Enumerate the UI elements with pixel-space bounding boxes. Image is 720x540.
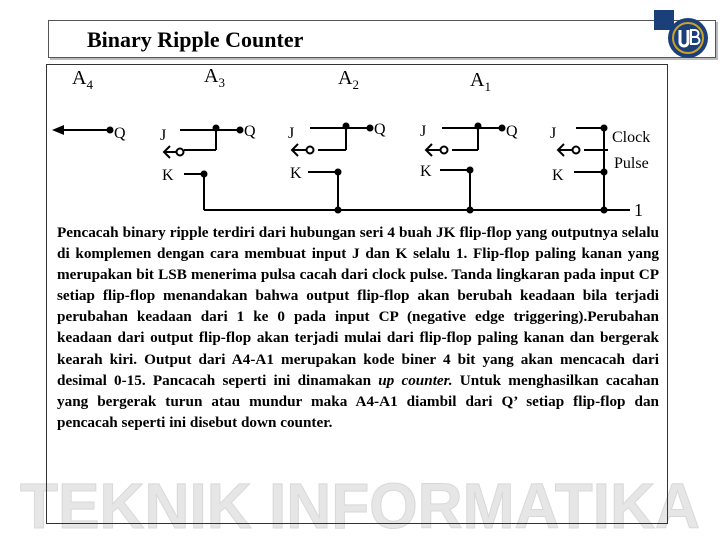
ff4-k-label: K bbox=[162, 167, 174, 184]
ff1-j-label: J bbox=[550, 125, 557, 142]
ff3-k-label: K bbox=[290, 165, 302, 182]
watermark-text: TEKNIK INFORMATIKA bbox=[20, 470, 700, 540]
description-paragraph bbox=[57, 222, 659, 433]
pulse-label: Pulse bbox=[614, 155, 649, 172]
ff2-j-label: J bbox=[420, 123, 427, 140]
ff4-q-label: Q bbox=[114, 125, 126, 142]
output-a4-label: $A_4$ bbox=[72, 67, 93, 92]
ff3-q-label: Q bbox=[244, 123, 256, 140]
ff3-j-label: J bbox=[288, 125, 295, 142]
ff1-q-label: Q bbox=[506, 123, 518, 140]
ff2-q-label: Q bbox=[374, 121, 386, 138]
output-a1-label: $A_1$ bbox=[470, 69, 491, 94]
paragraph-text-2: Untuk menghasilkan cacahan yang bergerak turun atau mundur maka A4-A1 diambil dari Q’ setiap flip-flop dan pencacah seperti ini disebut down counter. bbox=[57, 371, 659, 431]
logic-one-label: 1 bbox=[634, 200, 643, 220]
ff2-k-label: K bbox=[420, 163, 432, 180]
page-title: Binary Ripple Counter bbox=[87, 27, 304, 52]
output-a2-label: $A_2$ bbox=[338, 67, 359, 92]
a4-arrow bbox=[52, 125, 64, 135]
clock-label: Clock bbox=[612, 129, 651, 146]
output-a3-label: $A_3$ bbox=[204, 65, 225, 90]
ff1-k-label: K bbox=[552, 167, 564, 184]
paragraph-text-1: Pencacah binary ripple terdiri dari hubungan seri 4 buah JK flip-flop yang outputnya selalu di komplemen dengan cara membuat input J dan K selalu 1. Flip-flop paling kanan yang merupakan bit LSB menerima pulsa cacah dari clock pulse. Tanda lingkaran pada input CP setiap flip-flop menandakan bahwa output flip-flop akan berubah keadaan bila terjadi perubahan keadaan dari 1 ke 0 pada input CP (negative edge triggering).Perubahan keadaan dari output flip-flop akan terjadi mulai dari flip-flop paling kanan dan bergerak kearah kiri. Output dari A4-A1 merupakan kode biner 4 bit yang akan mencacah dari desimal 0-15. Pancacah seperti ini dinamakan bbox=[57, 224, 659, 389]
paragraph-emphasis: up counter. bbox=[378, 371, 453, 389]
ff4-j-label: J bbox=[160, 127, 167, 144]
